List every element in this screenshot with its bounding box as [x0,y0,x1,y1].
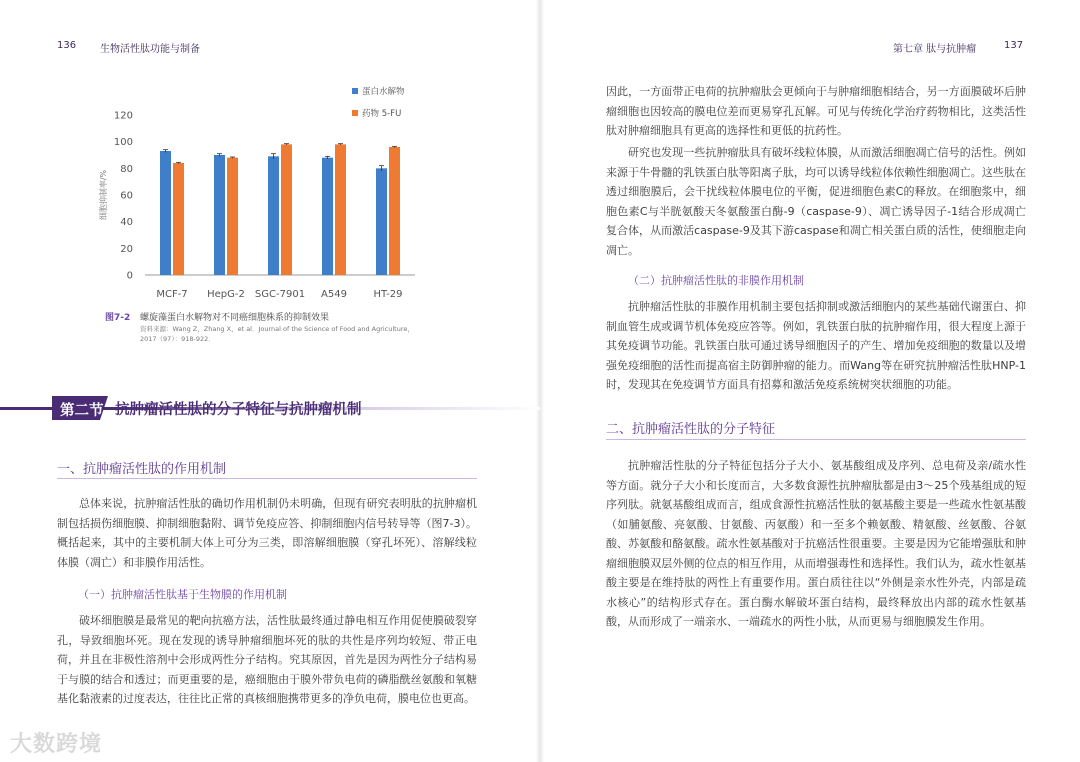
bar-5fu [389,147,400,275]
subsection-heading-2: 二、抗肿瘤活性肽的分子特征 [606,422,776,437]
legend-swatch [352,110,358,116]
y-tick-label: 60 [120,190,133,202]
bar-hydrolysate [322,158,333,275]
watermark-logo: 大数跨境 [10,732,103,757]
bar-hydrolysate [214,155,225,275]
bar-5fu [281,144,292,275]
bar-chart [90,80,430,305]
bar-hydrolysate [376,168,387,275]
right-paragraph-2: 研究也发现一些抗肿瘤肽具有破坏线粒体膜，从而激活细胞凋亡信号的活性。例如来源于牛骨髓的乳铁蛋白肽等阳离子肽，均可以诱导线粒体依赖性细胞凋亡。这些肽在透过细胞膜后，会干扰线粒体膜电位的平衡，促进细胞色素C的释放。在细胞浆中，细胞色素C与半胱氨酸天冬氨酸蛋白酶-9（caspase-9）、凋亡诱导因子-1结合形成凋亡复合体，从而激活caspase-9及其下游caspase和凋亡相关蛋白质的活性，使细胞走向凋亡。 [606,146,1026,257]
y-tick-label: 20 [120,243,133,255]
figure-caption: 螺旋藻蛋白水解物对不同癌细胞株系的抑制效果 [140,313,330,323]
x-tick-label: A549 [321,289,347,300]
right-paragraph-4: 抗肿瘤活性肽的分子特征包括分子大小、氨基酸组成及序列、总电荷及亲/疏水性等方面。就分子大小和长度而言，大多数食源性抗肿瘤肽都是由3～25个残基组成的短序列肽。就氨基酸组成而言，组成食源性抗癌活性肽的氨基酸主要是一些疏水性氨基酸（如脯氨酸、亮氨酸、甘氨酸、丙氨酸）和一至多个赖氨酸、精氨酸、丝氨酸、谷氨酸、苏氨酸和酪氨酸。疏水性氨基酸对于抗癌活性很重要。主要是因为它能增强肽和肿瘤细胞膜双层外侧的位点的相互作用，从而增强毒性和选择性。我们认为，疏水性氨基酸主要是在维持肽的两性上有重要作用。蛋白质往往以“外侧是亲水性外壳，内部是疏水核心”的结构形式存在。蛋白酶水解破坏蛋白结构，最终释放出内部的疏水性氨基酸，从而形成了一端亲水、一端疏水的两性小肽，从而更易与细胞膜发生作用。 [606,459,1026,628]
subsubsection-heading-2: （二）抗肿瘤活性肽的非膜作用机制 [628,274,804,287]
x-tick-label: HepG-2 [207,289,245,300]
legend-label: 蛋白水解物 [362,87,405,97]
y-tick-label: 0 [126,270,133,282]
bar-5fu [335,144,346,275]
figure-label: 图7-2 [105,313,131,323]
y-tick-label: 100 [113,137,133,149]
subsubsection-heading-1: （一）抗肿瘤活性肽基于生物膜的作用机制 [78,588,287,601]
section-title: 抗肿瘤活性肽的分子特征与抗肿瘤机制 [115,402,362,418]
bar-5fu [173,163,184,275]
right-paragraph-1: 因此，一方面带正电荷的抗肿瘤肽会更倾向于与肿瘤细胞相结合，另一方面膜破坏后肿瘤细胞也因较高的膜电位差而更易穿孔瓦解。可见与传统化学治疗药物相比，这类活性肽对肿瘤细胞具有更高的选择性和更低的抗药性。 [606,85,1026,137]
bar-hydrolysate [160,151,171,275]
x-tick-label: MCF-7 [156,289,188,300]
y-axis-label: 细胞抑制率/% [99,169,108,221]
right-page-number: 137 [1004,40,1024,51]
y-tick-label: 80 [120,163,133,175]
legend-label: 药物 5-FU [362,109,402,119]
section-number: 第二节 [60,403,104,419]
page-gutter [536,0,544,762]
x-tick-label: HT-29 [373,289,403,300]
right-running-title: 第七章 肽与抗肿瘤 [893,44,977,55]
x-tick-label: SGC-7901 [254,289,306,300]
left-paragraph-1: 总体来说，抗肿瘤活性肽的确切作用机制仍未明确，但现有研究表明肽的抗肿瘤机制包括损伤细胞膜、抑制细胞黏附、调节免疫应答、抑制细胞内信号转导等（图7-3）。概括起来，其中的主要机制大体上可分为三类，即溶解细胞膜（穿孔坏死）、溶解线粒体膜（凋亡）和非膜作用活性。 [57,497,477,569]
bar-hydrolysate [268,156,279,275]
bar-5fu [227,158,238,275]
y-tick-label: 120 [113,110,133,122]
y-tick-label: 40 [120,217,133,229]
subsection-rule-2 [606,439,1026,440]
left-page-number: 136 [57,40,77,51]
left-running-title: 生物活性肽功能与制备 [100,44,200,55]
left-paragraph-2: 破坏细胞膜是最常见的靶向抗癌方法，活性肽最终通过静电相互作用促使膜破裂穿孔，导致细胞坏死。现在发现的诱导肿瘤细胞坏死的肽的共性是序列均较短、带正电荷，并且在非极性溶剂中会形成两性分子结构。究其原因，首先是因为两性分子结构易于与膜的结合和透过；而更重要的是，癌细胞由于膜外带负电荷的磷脂酰丝氨酸和氧糖基化黏液素的过度表达，往往比正常的真核细胞携带更多的净负电荷，膜电位也更高。 [57,614,477,705]
figure-source: 资料来源：Wang Z，Zhang X，et al．Journal of the Science of Food and Agriculture，2017（97）：918-922． [140,325,414,343]
subsection-heading-1: 一、抗肿瘤活性肽的作用机制 [57,462,227,477]
right-paragraph-3: 抗肿瘤活性肽的非膜作用机制主要包括抑制或激活细胞内的某些基础代谢蛋白、抑制血管生成或调节机体免疫应答等。例如，乳铁蛋白肽的抗肿瘤作用，很大程度上源于其免疫调节功能。乳铁蛋白肽可通过诱导细胞因子的产生、增加免疫细胞的数量以及增强免疫细胞的活性而提高宿主防御肿瘤的能力。而Wang等在研究抗肿瘤活性肽HNP-1时，发现其在免疫调节方面具有招募和激活免疫系统树突状细胞的功能。 [606,300,1026,391]
legend-swatch [352,88,358,94]
subsection-rule-1 [57,478,477,479]
